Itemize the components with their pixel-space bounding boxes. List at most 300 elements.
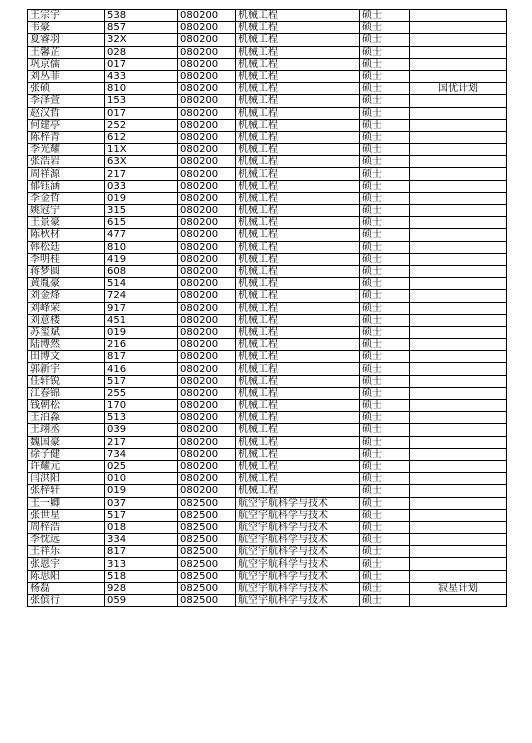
degree-type-cell: 硕士 bbox=[360, 582, 410, 594]
student-id-cell: 033 bbox=[105, 180, 178, 192]
note-cell bbox=[410, 546, 507, 558]
degree-type-cell: 硕士 bbox=[360, 180, 410, 192]
major-name-cell: 航空宇航科学与技术 bbox=[236, 497, 360, 509]
major-code-cell: 080200 bbox=[178, 241, 236, 253]
note-cell: 国优计划 bbox=[410, 83, 507, 95]
student-id-cell: 025 bbox=[105, 460, 178, 472]
major-code-cell: 080200 bbox=[178, 400, 236, 412]
degree-type-cell: 硕士 bbox=[360, 156, 410, 168]
degree-type-cell: 硕士 bbox=[360, 58, 410, 70]
major-code-cell: 080200 bbox=[178, 326, 236, 338]
student-id-cell: 32X bbox=[105, 34, 178, 46]
student-id-cell: 153 bbox=[105, 95, 178, 107]
degree-type-cell: 硕士 bbox=[360, 22, 410, 34]
note-cell bbox=[410, 339, 507, 351]
table-row bbox=[28, 205, 507, 217]
student-name-cell: 周梓浩 bbox=[28, 521, 105, 533]
note-cell bbox=[410, 95, 507, 107]
student-id-cell: 517 bbox=[105, 375, 178, 387]
degree-type-cell: 硕士 bbox=[360, 485, 410, 497]
student-name-cell: 王一卿 bbox=[28, 497, 105, 509]
table-row bbox=[28, 375, 507, 387]
student-name-cell: 陈梓青 bbox=[28, 131, 105, 143]
major-code-cell: 080200 bbox=[178, 473, 236, 485]
table-row bbox=[28, 241, 507, 253]
note-cell bbox=[410, 46, 507, 58]
student-id-cell: 217 bbox=[105, 168, 178, 180]
note-cell bbox=[410, 485, 507, 497]
student-id-cell: 514 bbox=[105, 278, 178, 290]
student-name-cell: 陆博然 bbox=[28, 339, 105, 351]
student-name-cell: 王宗宇 bbox=[28, 10, 105, 22]
student-name-cell: 刘意楼 bbox=[28, 314, 105, 326]
major-code-cell: 082500 bbox=[178, 570, 236, 582]
student-id-cell: 11X bbox=[105, 144, 178, 156]
major-name-cell: 机械工程 bbox=[236, 168, 360, 180]
major-name-cell: 机械工程 bbox=[236, 302, 360, 314]
degree-type-cell: 硕士 bbox=[360, 497, 410, 509]
major-name-cell: 航空宇航科学与技术 bbox=[236, 521, 360, 533]
note-cell bbox=[410, 314, 507, 326]
major-code-cell: 080200 bbox=[178, 192, 236, 204]
degree-type-cell: 硕士 bbox=[360, 34, 410, 46]
note-cell bbox=[410, 387, 507, 399]
table-row bbox=[28, 412, 507, 424]
note-cell bbox=[410, 34, 507, 46]
student-id-cell: 451 bbox=[105, 314, 178, 326]
degree-type-cell: 硕士 bbox=[360, 119, 410, 131]
degree-type-cell: 硕士 bbox=[360, 192, 410, 204]
major-code-cell: 080200 bbox=[178, 156, 236, 168]
table-row bbox=[28, 473, 507, 485]
student-name-cell: 闫洪阳 bbox=[28, 473, 105, 485]
degree-type-cell: 硕士 bbox=[360, 83, 410, 95]
table-row bbox=[28, 595, 507, 607]
table-row bbox=[28, 131, 507, 143]
student-name-cell: 黄胤豪 bbox=[28, 278, 105, 290]
student-name-cell: 田博文 bbox=[28, 351, 105, 363]
degree-type-cell: 硕士 bbox=[360, 95, 410, 107]
note-cell bbox=[410, 144, 507, 156]
major-name-cell: 机械工程 bbox=[236, 351, 360, 363]
student-name-cell: 周祥源 bbox=[28, 168, 105, 180]
table-row bbox=[28, 46, 507, 58]
table-row bbox=[28, 326, 507, 338]
major-name-cell: 机械工程 bbox=[236, 339, 360, 351]
major-name-cell: 机械工程 bbox=[236, 473, 360, 485]
major-name-cell: 机械工程 bbox=[236, 22, 360, 34]
note-cell bbox=[410, 460, 507, 472]
student-id-cell: 039 bbox=[105, 424, 178, 436]
major-code-cell: 080200 bbox=[178, 278, 236, 290]
major-name-cell: 机械工程 bbox=[236, 326, 360, 338]
major-name-cell: 机械工程 bbox=[236, 144, 360, 156]
student-name-cell: 何建亭 bbox=[28, 119, 105, 131]
major-name-cell: 航空宇航科学与技术 bbox=[236, 558, 360, 570]
major-code-cell: 080200 bbox=[178, 58, 236, 70]
note-cell bbox=[410, 265, 507, 277]
student-id-cell: 334 bbox=[105, 534, 178, 546]
note-cell bbox=[410, 156, 507, 168]
degree-type-cell: 硕士 bbox=[360, 168, 410, 180]
major-code-cell: 080200 bbox=[178, 180, 236, 192]
student-id-cell: 028 bbox=[105, 46, 178, 58]
degree-type-cell: 硕士 bbox=[360, 546, 410, 558]
major-name-cell: 机械工程 bbox=[236, 119, 360, 131]
student-name-cell: 魏国豪 bbox=[28, 436, 105, 448]
student-id-cell: 019 bbox=[105, 192, 178, 204]
note-cell bbox=[410, 70, 507, 82]
table-row bbox=[28, 558, 507, 570]
table-row bbox=[28, 582, 507, 594]
student-name-cell: 王泊淼 bbox=[28, 412, 105, 424]
note-cell bbox=[410, 558, 507, 570]
major-name-cell: 机械工程 bbox=[236, 95, 360, 107]
major-code-cell: 080200 bbox=[178, 387, 236, 399]
student-name-cell: 张浩岩 bbox=[28, 156, 105, 168]
student-name-cell: 刘金烽 bbox=[28, 290, 105, 302]
table-row bbox=[28, 217, 507, 229]
table-row bbox=[28, 436, 507, 448]
student-name-cell: 张恩宇 bbox=[28, 558, 105, 570]
note-cell bbox=[410, 436, 507, 448]
degree-type-cell: 硕士 bbox=[360, 314, 410, 326]
major-name-cell: 机械工程 bbox=[236, 265, 360, 277]
degree-type-cell: 硕士 bbox=[360, 46, 410, 58]
table-row bbox=[28, 497, 507, 509]
table-row bbox=[28, 58, 507, 70]
table-row bbox=[28, 168, 507, 180]
note-cell bbox=[410, 326, 507, 338]
table-row bbox=[28, 278, 507, 290]
student-id-cell: 017 bbox=[105, 107, 178, 119]
note-cell bbox=[410, 448, 507, 460]
student-name-cell: 王翊丞 bbox=[28, 424, 105, 436]
major-name-cell: 航空宇航科学与技术 bbox=[236, 570, 360, 582]
table-row bbox=[28, 485, 507, 497]
table-row bbox=[28, 339, 507, 351]
major-name-cell: 机械工程 bbox=[236, 278, 360, 290]
major-code-cell: 080200 bbox=[178, 205, 236, 217]
note-cell bbox=[410, 351, 507, 363]
note-cell bbox=[410, 595, 507, 607]
student-id-cell: 928 bbox=[105, 582, 178, 594]
student-name-cell: 李忱远 bbox=[28, 534, 105, 546]
student-name-cell: 李明桂 bbox=[28, 253, 105, 265]
degree-type-cell: 硕士 bbox=[360, 509, 410, 521]
major-name-cell: 机械工程 bbox=[236, 205, 360, 217]
student-id-cell: 059 bbox=[105, 595, 178, 607]
major-code-cell: 080200 bbox=[178, 436, 236, 448]
table-row bbox=[28, 10, 507, 22]
student-name-cell: 张世星 bbox=[28, 509, 105, 521]
major-name-cell: 航空宇航科学与技术 bbox=[236, 595, 360, 607]
student-id-cell: 63X bbox=[105, 156, 178, 168]
major-code-cell: 080200 bbox=[178, 10, 236, 22]
major-name-cell: 机械工程 bbox=[236, 253, 360, 265]
table-row bbox=[28, 180, 507, 192]
student-id-cell: 724 bbox=[105, 290, 178, 302]
note-cell bbox=[410, 119, 507, 131]
major-name-cell: 机械工程 bbox=[236, 70, 360, 82]
note-cell bbox=[410, 375, 507, 387]
student-id-cell: 615 bbox=[105, 217, 178, 229]
table-row bbox=[28, 107, 507, 119]
degree-type-cell: 硕士 bbox=[360, 363, 410, 375]
student-name-cell: 苏玺斌 bbox=[28, 326, 105, 338]
major-code-cell: 080200 bbox=[178, 46, 236, 58]
student-name-cell: 蒋梦圆 bbox=[28, 265, 105, 277]
table-row bbox=[28, 521, 507, 533]
student-id-cell: 817 bbox=[105, 351, 178, 363]
student-id-cell: 917 bbox=[105, 302, 178, 314]
note-cell bbox=[410, 22, 507, 34]
major-code-cell: 080200 bbox=[178, 83, 236, 95]
student-name-cell: 李金哲 bbox=[28, 192, 105, 204]
student-name-cell: 徐子健 bbox=[28, 448, 105, 460]
major-name-cell: 机械工程 bbox=[236, 436, 360, 448]
major-code-cell: 080200 bbox=[178, 95, 236, 107]
note-cell bbox=[410, 180, 507, 192]
major-code-cell: 082500 bbox=[178, 534, 236, 546]
major-code-cell: 080200 bbox=[178, 302, 236, 314]
note-cell bbox=[410, 521, 507, 533]
student-name-cell: 巩京儒 bbox=[28, 58, 105, 70]
major-name-cell: 航空宇航科学与技术 bbox=[236, 534, 360, 546]
note-cell bbox=[410, 473, 507, 485]
student-name-cell: 江春锦 bbox=[28, 387, 105, 399]
major-code-cell: 080200 bbox=[178, 34, 236, 46]
note-cell bbox=[410, 424, 507, 436]
student-id-cell: 817 bbox=[105, 546, 178, 558]
table-row bbox=[28, 363, 507, 375]
table-row bbox=[28, 70, 507, 82]
degree-type-cell: 硕士 bbox=[360, 448, 410, 460]
table-row bbox=[28, 387, 507, 399]
note-cell bbox=[410, 253, 507, 265]
major-name-cell: 机械工程 bbox=[236, 217, 360, 229]
major-name-cell: 机械工程 bbox=[236, 192, 360, 204]
major-code-cell: 080200 bbox=[178, 485, 236, 497]
degree-type-cell: 硕士 bbox=[360, 351, 410, 363]
student-name-cell: 韩松廷 bbox=[28, 241, 105, 253]
student-id-cell: 252 bbox=[105, 119, 178, 131]
major-code-cell: 080200 bbox=[178, 22, 236, 34]
student-name-cell: 王景豪 bbox=[28, 217, 105, 229]
degree-type-cell: 硕士 bbox=[360, 326, 410, 338]
major-code-cell: 080200 bbox=[178, 424, 236, 436]
major-code-cell: 082500 bbox=[178, 582, 236, 594]
degree-type-cell: 硕士 bbox=[360, 534, 410, 546]
student-name-cell: 张傧行 bbox=[28, 595, 105, 607]
student-name-cell: 杨磊 bbox=[28, 582, 105, 594]
degree-type-cell: 硕士 bbox=[360, 339, 410, 351]
table-row bbox=[28, 424, 507, 436]
degree-type-cell: 硕士 bbox=[360, 595, 410, 607]
table-row bbox=[28, 34, 507, 46]
student-id-cell: 857 bbox=[105, 22, 178, 34]
major-name-cell: 机械工程 bbox=[236, 241, 360, 253]
student-id-cell: 810 bbox=[105, 241, 178, 253]
major-code-cell: 080200 bbox=[178, 217, 236, 229]
degree-type-cell: 硕士 bbox=[360, 144, 410, 156]
degree-type-cell: 硕士 bbox=[360, 412, 410, 424]
major-code-cell: 080200 bbox=[178, 70, 236, 82]
student-name-cell: 姚冠宁 bbox=[28, 205, 105, 217]
major-name-cell: 机械工程 bbox=[236, 131, 360, 143]
major-code-cell: 082500 bbox=[178, 521, 236, 533]
table-row bbox=[28, 314, 507, 326]
degree-type-cell: 硕士 bbox=[360, 10, 410, 22]
note-cell: 寂星计划 bbox=[410, 582, 507, 594]
student-name-cell: 李光耀 bbox=[28, 144, 105, 156]
student-id-cell: 419 bbox=[105, 253, 178, 265]
degree-type-cell: 硕士 bbox=[360, 400, 410, 412]
major-code-cell: 080200 bbox=[178, 168, 236, 180]
major-name-cell: 机械工程 bbox=[236, 412, 360, 424]
student-id-cell: 019 bbox=[105, 485, 178, 497]
degree-type-cell: 硕士 bbox=[360, 253, 410, 265]
note-cell bbox=[410, 10, 507, 22]
degree-type-cell: 硕士 bbox=[360, 558, 410, 570]
major-code-cell: 080200 bbox=[178, 339, 236, 351]
major-name-cell: 航空宇航科学与技术 bbox=[236, 582, 360, 594]
major-name-cell: 机械工程 bbox=[236, 485, 360, 497]
major-code-cell: 082500 bbox=[178, 509, 236, 521]
student-name-cell: 陈秋材 bbox=[28, 229, 105, 241]
student-id-cell: 416 bbox=[105, 363, 178, 375]
table-row bbox=[28, 229, 507, 241]
major-code-cell: 080200 bbox=[178, 144, 236, 156]
major-name-cell: 机械工程 bbox=[236, 290, 360, 302]
student-id-cell: 517 bbox=[105, 509, 178, 521]
student-id-cell: 216 bbox=[105, 339, 178, 351]
major-name-cell: 机械工程 bbox=[236, 448, 360, 460]
major-name-cell: 机械工程 bbox=[236, 424, 360, 436]
major-name-cell: 机械工程 bbox=[236, 10, 360, 22]
degree-type-cell: 硕士 bbox=[360, 278, 410, 290]
degree-type-cell: 硕士 bbox=[360, 131, 410, 143]
student-id-cell: 810 bbox=[105, 83, 178, 95]
table-row bbox=[28, 144, 507, 156]
major-name-cell: 机械工程 bbox=[236, 400, 360, 412]
major-name-cell: 机械工程 bbox=[236, 156, 360, 168]
major-name-cell: 航空宇航科学与技术 bbox=[236, 546, 360, 558]
degree-type-cell: 硕士 bbox=[360, 473, 410, 485]
student-name-cell: 王祥乐 bbox=[28, 546, 105, 558]
major-name-cell: 机械工程 bbox=[236, 375, 360, 387]
degree-type-cell: 硕士 bbox=[360, 70, 410, 82]
student-name-cell: 李泽萱 bbox=[28, 95, 105, 107]
table-row bbox=[28, 351, 507, 363]
student-id-cell: 018 bbox=[105, 521, 178, 533]
major-code-cell: 080200 bbox=[178, 119, 236, 131]
note-cell bbox=[410, 107, 507, 119]
note-cell bbox=[410, 205, 507, 217]
student-name-cell: 韦豪 bbox=[28, 22, 105, 34]
major-code-cell: 082500 bbox=[178, 546, 236, 558]
note-cell bbox=[410, 290, 507, 302]
table-row bbox=[28, 509, 507, 521]
student-id-cell: 538 bbox=[105, 10, 178, 22]
degree-type-cell: 硕士 bbox=[360, 570, 410, 582]
degree-type-cell: 硕士 bbox=[360, 205, 410, 217]
table-body bbox=[28, 10, 507, 607]
degree-type-cell: 硕士 bbox=[360, 241, 410, 253]
note-cell bbox=[410, 570, 507, 582]
student-name-cell: 钱朝松 bbox=[28, 400, 105, 412]
student-name-cell: 刘峰荣 bbox=[28, 302, 105, 314]
table-row bbox=[28, 302, 507, 314]
note-cell bbox=[410, 131, 507, 143]
table-row bbox=[28, 192, 507, 204]
note-cell bbox=[410, 363, 507, 375]
table-row bbox=[28, 448, 507, 460]
student-id-cell: 217 bbox=[105, 436, 178, 448]
student-name-cell: 陈思阳 bbox=[28, 570, 105, 582]
table-row bbox=[28, 570, 507, 582]
degree-type-cell: 硕士 bbox=[360, 302, 410, 314]
student-name-cell: 郭新宇 bbox=[28, 363, 105, 375]
note-cell bbox=[410, 497, 507, 509]
major-code-cell: 080200 bbox=[178, 412, 236, 424]
student-name-cell: 张硕 bbox=[28, 83, 105, 95]
major-code-cell: 080200 bbox=[178, 363, 236, 375]
student-name-cell: 许耀元 bbox=[28, 460, 105, 472]
major-code-cell: 080200 bbox=[178, 253, 236, 265]
note-cell bbox=[410, 192, 507, 204]
student-name-cell: 夏睿羽 bbox=[28, 34, 105, 46]
note-cell bbox=[410, 229, 507, 241]
note-cell bbox=[410, 534, 507, 546]
major-code-cell: 080200 bbox=[178, 131, 236, 143]
table-row bbox=[28, 156, 507, 168]
student-id-cell: 734 bbox=[105, 448, 178, 460]
table-row bbox=[28, 546, 507, 558]
student-id-cell: 037 bbox=[105, 497, 178, 509]
student-id-cell: 313 bbox=[105, 558, 178, 570]
degree-type-cell: 硕士 bbox=[360, 521, 410, 533]
major-name-cell: 机械工程 bbox=[236, 83, 360, 95]
major-name-cell: 机械工程 bbox=[236, 34, 360, 46]
degree-type-cell: 硕士 bbox=[360, 460, 410, 472]
table-row bbox=[28, 290, 507, 302]
student-id-cell: 477 bbox=[105, 229, 178, 241]
student-id-cell: 019 bbox=[105, 326, 178, 338]
student-name-cell: 张梓轩 bbox=[28, 485, 105, 497]
major-code-cell: 082500 bbox=[178, 558, 236, 570]
degree-type-cell: 硕士 bbox=[360, 290, 410, 302]
major-name-cell: 机械工程 bbox=[236, 46, 360, 58]
admission-list-table bbox=[27, 9, 507, 607]
major-code-cell: 080200 bbox=[178, 460, 236, 472]
degree-type-cell: 硕士 bbox=[360, 107, 410, 119]
note-cell bbox=[410, 168, 507, 180]
major-code-cell: 080200 bbox=[178, 229, 236, 241]
major-name-cell: 机械工程 bbox=[236, 229, 360, 241]
degree-type-cell: 硕士 bbox=[360, 375, 410, 387]
major-code-cell: 080200 bbox=[178, 107, 236, 119]
table-row bbox=[28, 119, 507, 131]
note-cell bbox=[410, 302, 507, 314]
table-row bbox=[28, 95, 507, 107]
student-id-cell: 017 bbox=[105, 58, 178, 70]
note-cell bbox=[410, 58, 507, 70]
degree-type-cell: 硕士 bbox=[360, 217, 410, 229]
note-cell bbox=[410, 278, 507, 290]
major-code-cell: 080200 bbox=[178, 448, 236, 460]
major-code-cell: 080200 bbox=[178, 314, 236, 326]
